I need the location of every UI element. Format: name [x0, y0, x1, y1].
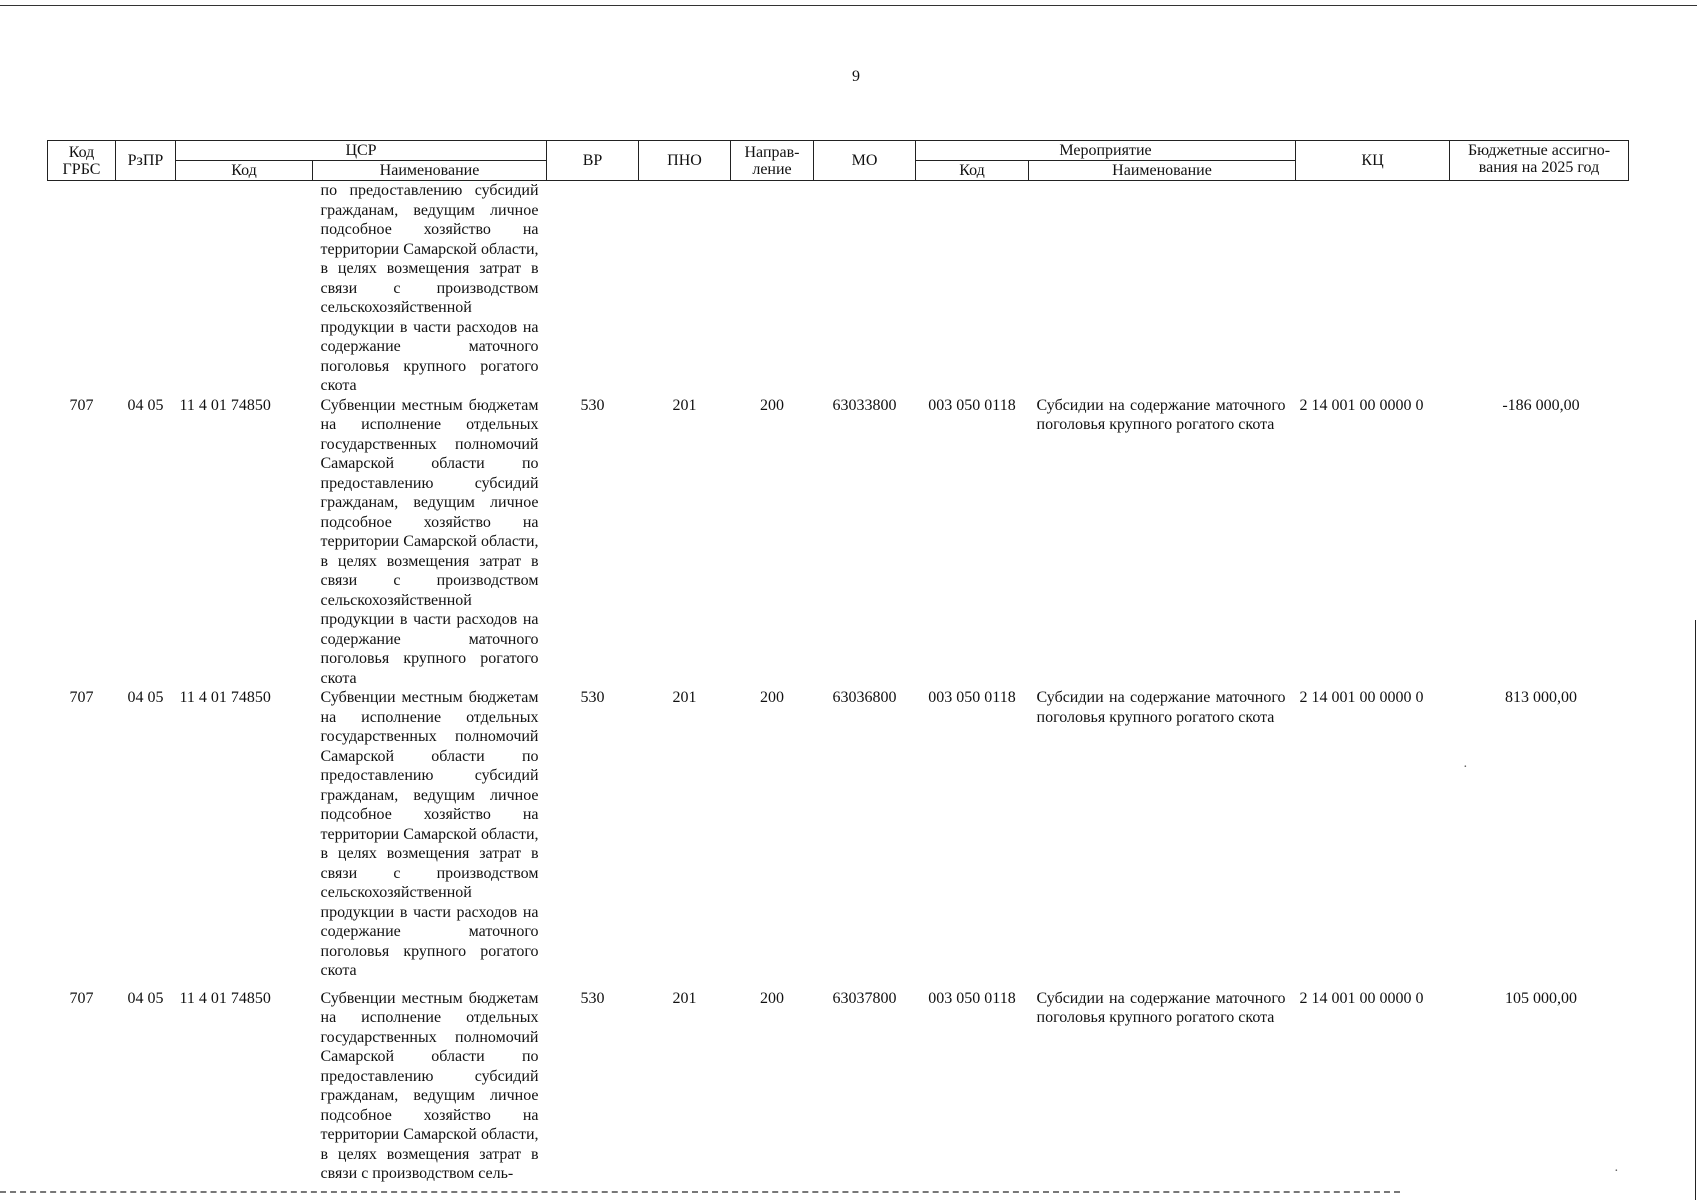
cell-csr-code: 11 4 01 74850 [179, 689, 271, 706]
header-grbs: Код ГРБС [48, 141, 116, 181]
cell-csr-code: 11 4 01 74850 [179, 396, 271, 414]
budget-table [47, 140, 1629, 1184]
cell-kc: 2 14 001 00 0000 0 [1299, 989, 1424, 1007]
header-event: Мероприятие [916, 141, 1296, 161]
cell-pno: 201 [672, 689, 697, 706]
cell-amount: 105 000,00 [1505, 989, 1578, 1007]
top-rule [0, 5, 1697, 6]
cell-vr: 530 [580, 396, 605, 414]
header-rzpr: РзПР [116, 141, 176, 181]
cell-vr: 530 [580, 989, 605, 1007]
cell-event-code: 003 050 0118 [928, 989, 1016, 1007]
cell-grbs: 707 [69, 689, 94, 706]
cell-grbs: 707 [69, 989, 94, 1007]
table-row [48, 688, 1629, 981]
header-amount: Бюджетные ассигно-вания на 2025 год [1450, 141, 1629, 181]
cell-csr-name: Субвенции местным бюджетам на исполнение отдельных государственных полномочий Самарской области по предоставлению субсидий гражданам, ведущим личное подсобное хозяйство на территории Самарской области, в целях возмещения затрат в связи с производством сель- [320, 989, 539, 1182]
table-body [48, 181, 1629, 1184]
cell-kc: 2 14 001 00 0000 0 [1299, 396, 1424, 414]
scan-speck: · [1614, 1164, 1619, 1179]
header-csr-code: Код [176, 161, 313, 181]
cell-kc: 2 14 001 00 0000 0 [1299, 689, 1424, 706]
cell-csr-name: Субвенции местным бюджетам на исполнение отдельных государственных полномочий Самарской области по предоставлению субсидий гражданам, ведущим личное подсобное хозяйство на территории Самарской области, в целях возмещения затрат в связи с производством сельскохозяйственной продукции в части расходов на содержание маточного поголовья крупного рогатого скота [320, 689, 539, 979]
cell-event-name: Субсидии на содержание маточного поголовья крупного рогатого скота [1036, 396, 1286, 433]
table-row [48, 396, 1629, 689]
cell-direction: 200 [760, 396, 784, 414]
scan-speck: · [1463, 760, 1468, 775]
continuation-row [48, 181, 1629, 396]
cell-rzpr: 04 05 [127, 689, 164, 706]
header-direction: Направ-ление [731, 141, 814, 181]
cell-amount: 813 000,00 [1505, 689, 1578, 706]
cell-mo: 63036800 [832, 689, 897, 706]
bottom-dashed-rule [0, 1191, 1400, 1193]
cell-grbs: 707 [69, 396, 94, 414]
table-header [48, 141, 1629, 181]
cell-rzpr: 04 05 [127, 989, 164, 1007]
cell-rzpr: 04 05 [127, 396, 164, 414]
cell-event-code: 003 050 0118 [928, 396, 1016, 414]
cell-pno: 201 [672, 989, 697, 1007]
cell-event-name: Субсидии на содержание маточного поголовья крупного рогатого скота [1036, 989, 1286, 1026]
cell-vr: 530 [580, 689, 605, 706]
cell-amount: -186 000,00 [1502, 396, 1580, 414]
cell-event-name: Субсидии на содержание маточного поголовья крупного рогатого скота [1036, 689, 1286, 726]
cell-mo: 63033800 [832, 396, 897, 414]
header-csr-name: Наименование [313, 161, 547, 181]
cell-pno: 201 [672, 396, 697, 414]
cell-event-code: 003 050 0118 [928, 689, 1016, 706]
header-pno: ПНО [639, 141, 731, 181]
header-mo: МО [814, 141, 916, 181]
continuation-text: по предоставлению субсидий гражданам, ведущим личное подсобное хозяйство на территории Самарской области, в целях возмещения затрат в связи с производством сельскохозяйственной продукции в части расходов на содержание маточного поголовья крупного рогатого скота [320, 182, 539, 394]
cell-direction: 200 [760, 989, 784, 1007]
header-kc: КЦ [1296, 141, 1450, 181]
header-vr: ВР [547, 141, 639, 181]
header-csr: ЦСР [176, 141, 547, 161]
header-event-name: Наименование [1029, 161, 1296, 181]
cell-mo: 63037800 [832, 989, 897, 1007]
table-row [48, 981, 1629, 1184]
cell-csr-code: 11 4 01 74850 [179, 989, 271, 1007]
header-event-code: Код [916, 161, 1029, 181]
cell-csr-name: Субвенции местным бюджетам на исполнение отдельных государственных полномочий Самарской области по предоставлению субсидий гражданам, ведущим личное подсобное хозяйство на территории Самарской области, в целях возмещения затрат в связи с производством сельскохозяйственной продукции в части расходов на содержание маточного поголовья крупного рогатого скота [320, 396, 539, 687]
right-rule [1695, 620, 1696, 1200]
page-number: 9 [852, 68, 860, 85]
cell-direction: 200 [760, 689, 784, 706]
